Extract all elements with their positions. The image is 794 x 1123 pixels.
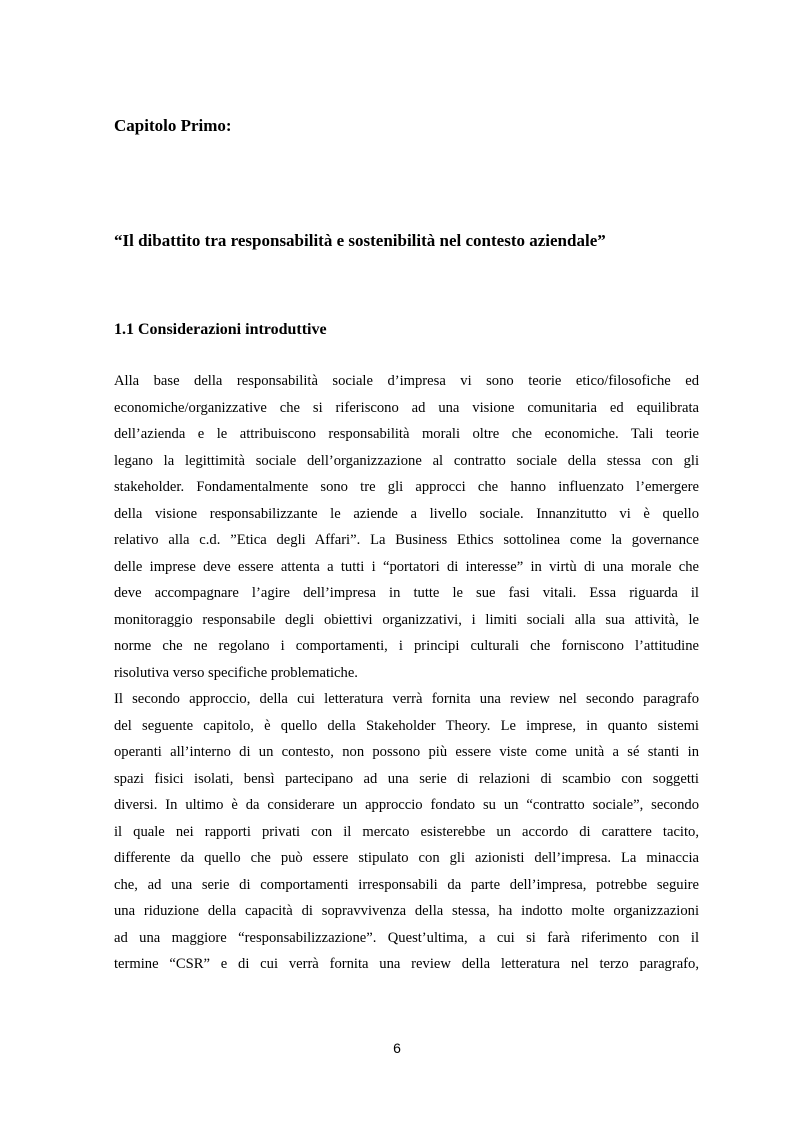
text-line: dell’azienda e le attribuiscono responsabilità morali oltre che economiche. Tali teorie (114, 426, 699, 442)
text-line: deve accompagnare l’agire dell’impresa in tutte le sue fasi vitali. Essa riguarda il (114, 585, 699, 601)
text-line: il quale nei rapporti privati con il mercato esisterebbe un accordo di carattere tacito, (114, 823, 699, 840)
body-text (114, 368, 699, 978)
section-heading: 1.1 Considerazioni introduttive (114, 321, 327, 338)
text-line: relativo alla c.d. ”Etica degli Affari”. La Business Ethics sottolinea come la governance (114, 532, 699, 548)
paragraph-1 (114, 368, 699, 686)
paragraph-2 (114, 686, 699, 978)
text-line: termine “CSR” e di cui verrà fornita una review della letteratura nel terzo paragrafo, (114, 956, 699, 972)
text-line: monitoraggio responsabile degli obiettivi organizzativi, i limiti sociali alla sua attività, le (114, 611, 699, 628)
text-line: spazi fisici isolati, bensì partecipano ad una serie di relazioni di scambio con soggetti (114, 770, 699, 787)
text-line: ad una maggiore “responsabilizzazione”. Quest’ultima, a cui si farà riferimento con il (114, 929, 699, 946)
text-line: operanti all’interno di un contesto, non possono più essere viste come unità a sé stanti in (114, 744, 699, 760)
text-line: differente da quello che può essere stipulato con gli azionisti dell’impresa. La minaccia (114, 850, 699, 866)
page-number: 6 (393, 1040, 401, 1056)
text-line: una riduzione della capacità di sopravvivenza della stessa, ha indotto molte organizzazioni (114, 903, 699, 919)
text-line: economiche/organizzative che si riferiscono ad una visione comunitaria ed equilibrata (114, 399, 699, 416)
text-line: stakeholder. Fondamentalmente sono tre gli approcci che hanno influenzato l’emergere (114, 479, 699, 495)
text-line: risolutiva verso specifiche problematiche. (114, 664, 358, 681)
chapter-title: Capitolo Primo: (114, 116, 232, 135)
text-line: legano la legittimità sociale dell’organizzazione al contratto sociale della stessa con gli (114, 452, 699, 469)
text-line: Alla base della responsabilità sociale d’impresa vi sono teorie etico/filosofiche ed (114, 373, 699, 389)
text-line: diversi. In ultimo è da considerare un approccio fondato su un “contratto sociale”, secondo (114, 797, 699, 813)
text-line: Il secondo approccio, della cui letteratura verrà fornita una review nel secondo paragrafo (114, 691, 699, 707)
text-line: delle imprese deve essere attenta a tutti i “portatori di interesse” in virtù di una morale che (114, 558, 699, 575)
chapter-subtitle: “Il dibattito tra responsabilità e sostenibilità nel contesto aziendale” (114, 231, 606, 250)
text-line: della visione responsabilizzante le aziende a livello sociale. Innanzitutto vi è quello (114, 505, 699, 522)
text-line: del seguente capitolo, è quello della Stakeholder Theory. Le imprese, in quanto sistemi (114, 717, 699, 734)
text-line: norme che ne regolano i comportamenti, i principi culturali che forniscono l’attitudine (114, 638, 699, 654)
text-line: che, ad una serie di comportamenti irresponsabili da parte dell’impresa, potrebbe seguire (114, 876, 699, 893)
